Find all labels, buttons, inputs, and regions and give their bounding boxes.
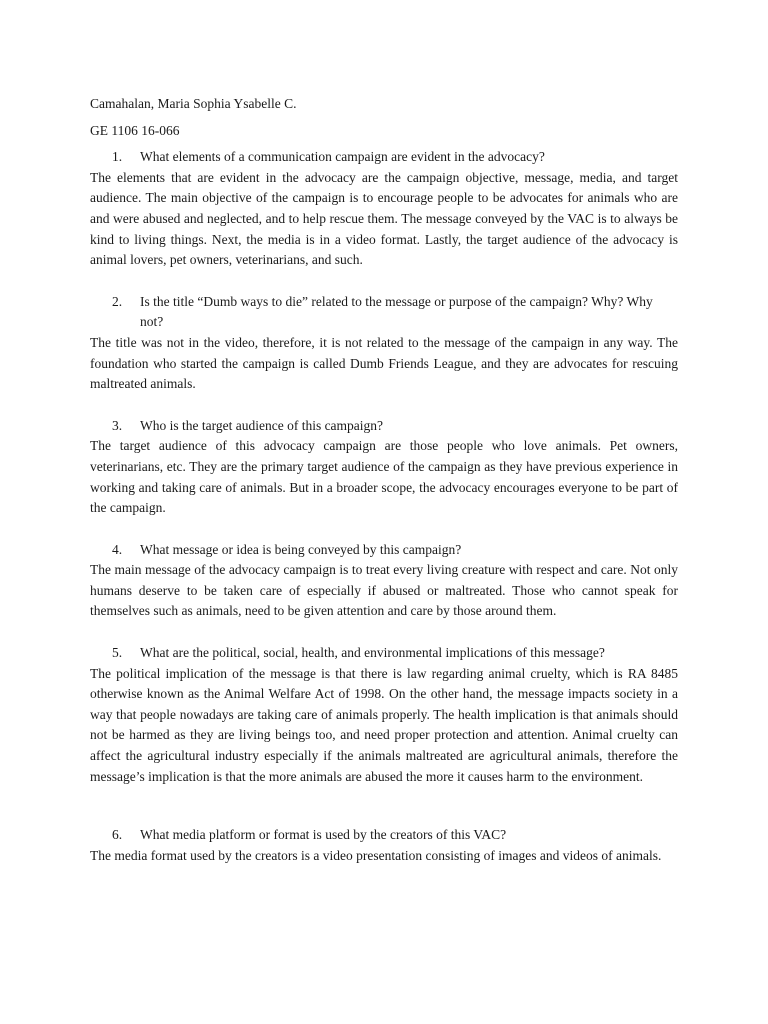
question-1: [90, 147, 678, 168]
qa-block-6: [90, 825, 678, 866]
question-4: [90, 540, 678, 561]
qa-block-5: [90, 643, 678, 787]
qa-block-3: [90, 416, 678, 519]
qa-block-4: [90, 540, 678, 622]
answer-5: The political implication of the message is that there is law regarding animal cruelty, which is RA 8485 otherwise known as the Animal Welfare Act of 1998. On the other hand, the message impacts society in a way that people nowadays are taking care of animals properly. The health implication is that animals should not be harmed as they are living beings too, and need proper protection and attention. Animal cruelty can affect the agricultural industry especially if the animals maltreated are agricultural animals, therefore the message’s implication is that the more animals are abused the more it causes harm to the environment.: [90, 665, 678, 784]
qa-block-1: [90, 147, 678, 271]
question-number: 5.: [112, 645, 123, 661]
answer-4: The main message of the advocacy campaign is to treat every living creature with respect and care. Not only humans deserve to be taken care of especially if abused or maltreated. Those who cannot speak for themselves such as animals, need to be given attention and care by those around them.: [90, 562, 678, 619]
question-text: What media platform or format is used by the creators of this VAC?: [140, 827, 507, 843]
question-number: 6.: [112, 827, 123, 843]
qa-block-2: [90, 292, 678, 395]
question-2: [90, 292, 678, 333]
question-text: What are the political, social, health, and environmental implications of this message?: [140, 645, 605, 661]
document-page: [90, 94, 678, 887]
question-text: What elements of a communication campaign are evident in the advocacy?: [140, 149, 545, 165]
student-name: Camahalan, Maria Sophia Ysabelle C.: [90, 96, 297, 111]
answer-2: The title was not in the video, therefore, it is not related to the message of the campaign in any way. The foundation who started the campaign is called Dumb Friends League, and they are advocates for rescuing maltreated animals.: [90, 334, 678, 392]
question-text: Who is the target audience of this campaign?: [140, 417, 384, 433]
course-code: GE 1106 16-066: [90, 122, 180, 138]
answer-1: The elements that are evident in the advocacy are the campaign objective, message, media, and target audience. The main objective of the campaign is to encourage people to be advocates for animals who are and were abused and neglected, and to help rescue them. The message conveyed by the VAC is to always be kind to living things. Next, the media is in a video format. Lastly, the target audience of the advocacy is animal lovers, pet owners, veterinarians, and such.: [90, 169, 678, 268]
question-number: 4.: [112, 541, 123, 557]
question-5: [90, 643, 678, 664]
question-3: [90, 416, 678, 437]
question-6: [90, 825, 678, 846]
question-number: 1.: [112, 149, 123, 165]
answer-3: The target audience of this advocacy campaign are those people who love animals. Pet owners, veterinarians, etc. They are the primary target audience of the campaign as they have previous experience in working and taking care of animals. But in a broader scope, the advocacy encourages everyone to be part of the campaign.: [90, 438, 678, 516]
question-number: 3.: [112, 417, 123, 433]
question-text: Is the title “Dumb ways to die” related to the message or purpose of the campaign? Why? Why not?: [140, 293, 653, 330]
question-text: What message or idea is being conveyed by this campaign?: [140, 541, 462, 557]
answer-6: The media format used by the creators is a video presentation consisting of images and videos of animals.: [90, 847, 662, 863]
question-number: 2.: [112, 293, 123, 309]
